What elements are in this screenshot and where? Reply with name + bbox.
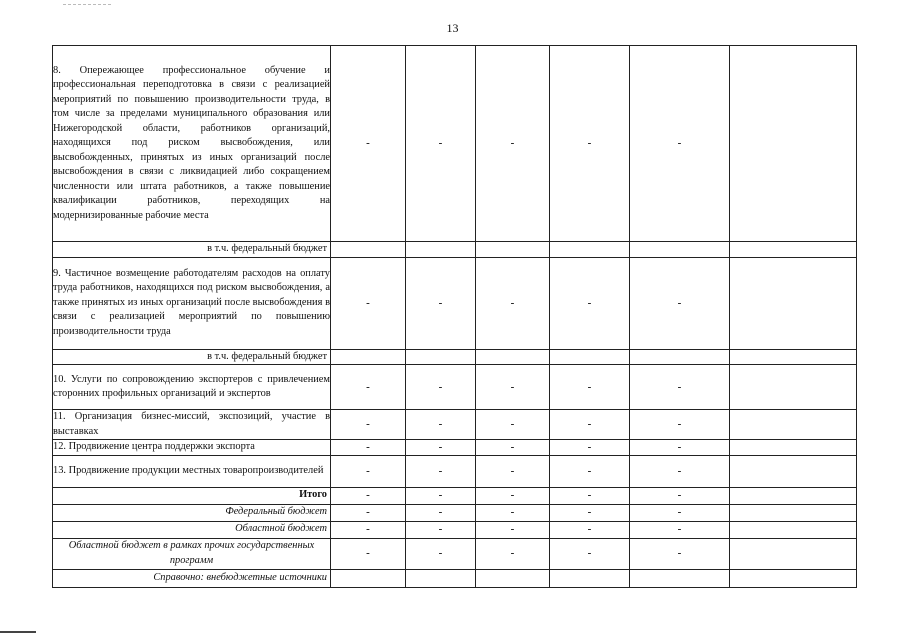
value-cell: - (331, 521, 406, 538)
value-cell: - (550, 455, 630, 487)
value-cell: - (550, 521, 630, 538)
table-row (53, 349, 857, 365)
value-cell (550, 569, 630, 587)
table-row (53, 365, 857, 410)
value-cell: - (331, 487, 406, 504)
value-cell (730, 349, 857, 365)
value-cell (331, 569, 406, 587)
value-cell (730, 257, 857, 349)
row-label: 12. Продвижение центра поддержки экспорта (53, 440, 331, 456)
value-cell: - (630, 487, 730, 504)
value-cell: - (476, 257, 550, 349)
value-cell: - (406, 410, 476, 440)
table-row (53, 569, 857, 587)
value-cell: - (630, 538, 730, 569)
value-cell: - (331, 257, 406, 349)
row-label: Областной бюджет (53, 521, 331, 538)
value-cell (476, 569, 550, 587)
value-cell: - (630, 46, 730, 242)
value-cell: - (331, 455, 406, 487)
value-cell: - (550, 46, 630, 242)
value-cell: - (630, 440, 730, 456)
value-cell: - (550, 410, 630, 440)
value-cell: - (406, 46, 476, 242)
value-cell (730, 487, 857, 504)
value-cell: - (550, 504, 630, 521)
row-label: 11. Организация бизнес-миссий, экспозиций, участие в выставках (53, 410, 331, 440)
value-cell: - (331, 440, 406, 456)
value-cell (730, 521, 857, 538)
value-cell (331, 349, 406, 365)
table-row (53, 487, 857, 504)
value-cell (630, 349, 730, 365)
table-row (53, 440, 857, 456)
row-label: Областной бюджет в рамках прочих государственных программ (53, 538, 331, 569)
value-cell (730, 569, 857, 587)
value-cell (550, 349, 630, 365)
value-cell: - (331, 410, 406, 440)
value-cell (730, 440, 857, 456)
value-cell: - (476, 46, 550, 242)
value-cell: - (476, 504, 550, 521)
row-label: 10. Услуги по сопровождению экспортеров с привлечением сторонних профильных организаций и экспертов (53, 365, 331, 410)
value-cell: - (550, 440, 630, 456)
value-cell: - (550, 487, 630, 504)
value-cell: - (630, 455, 730, 487)
value-cell: - (406, 538, 476, 569)
value-cell: - (476, 521, 550, 538)
value-cell (476, 242, 550, 258)
table-row (53, 504, 857, 521)
value-cell (730, 410, 857, 440)
value-cell: - (406, 455, 476, 487)
value-cell (630, 569, 730, 587)
value-cell: - (550, 538, 630, 569)
row-label: в т.ч. федеральный бюджет (53, 242, 331, 258)
row-label: 9. Частичное возмещение работодателям расходов на оплату труда работников, находящихся под риском высвобождения, а также принятых из иных организаций после высвобождения в связи с реализацией мероприятий по повышению производительности труда (53, 257, 331, 349)
value-cell (730, 46, 857, 242)
value-cell (476, 349, 550, 365)
value-cell: - (476, 487, 550, 504)
table-row (53, 242, 857, 258)
value-cell: - (550, 257, 630, 349)
value-cell: - (550, 365, 630, 410)
value-cell: - (406, 365, 476, 410)
value-cell: - (331, 504, 406, 521)
value-cell (730, 504, 857, 521)
value-cell (730, 365, 857, 410)
value-cell: - (331, 46, 406, 242)
value-cell: - (331, 365, 406, 410)
value-cell: - (630, 504, 730, 521)
value-cell (406, 242, 476, 258)
table-row (53, 257, 857, 349)
table-row (53, 538, 857, 569)
row-label: Справочно: внебюджетные источники (53, 569, 331, 587)
value-cell (630, 242, 730, 258)
value-cell (406, 349, 476, 365)
table-row (53, 46, 857, 242)
table-row (53, 521, 857, 538)
value-cell (406, 569, 476, 587)
value-cell: - (476, 455, 550, 487)
row-label: 8. Опережающее профессиональное обучение и профессиональная переподготовка в связи с реализацией мероприятий по повышению производительности труда, в том числе за пределами муниципального образования или Нижегородской области, работников организаций, находящихся под риском высвобождения, или высвобожденных, принятых из иных организаций после высвобождения в связи с ликвидацией либо сокращением численности или штата работников, а также повышение квалификации работников, переходящих на модернизированные рабочие места (53, 46, 331, 242)
value-cell: - (406, 487, 476, 504)
value-cell (730, 538, 857, 569)
value-cell: - (630, 257, 730, 349)
value-cell (730, 455, 857, 487)
value-cell: - (331, 538, 406, 569)
table-row (53, 455, 857, 487)
scan-edge-mark (0, 631, 36, 633)
value-cell: - (406, 440, 476, 456)
budget-table (52, 45, 857, 588)
row-label: Федеральный бюджет (53, 504, 331, 521)
faint-scan-mark (63, 4, 111, 5)
page-number: 13 (446, 21, 459, 35)
row-label: 13. Продвижение продукции местных товаропроизводителей (53, 455, 331, 487)
value-cell (730, 242, 857, 258)
value-cell: - (630, 365, 730, 410)
value-cell: - (406, 521, 476, 538)
value-cell: - (476, 410, 550, 440)
value-cell (331, 242, 406, 258)
value-cell: - (476, 365, 550, 410)
value-cell: - (476, 538, 550, 569)
value-cell: - (476, 440, 550, 456)
row-label: Итого (53, 487, 331, 504)
table-row (53, 410, 857, 440)
value-cell: - (406, 504, 476, 521)
value-cell: - (630, 410, 730, 440)
value-cell (550, 242, 630, 258)
row-label: в т.ч. федеральный бюджет (53, 349, 331, 365)
value-cell: - (630, 521, 730, 538)
value-cell: - (406, 257, 476, 349)
